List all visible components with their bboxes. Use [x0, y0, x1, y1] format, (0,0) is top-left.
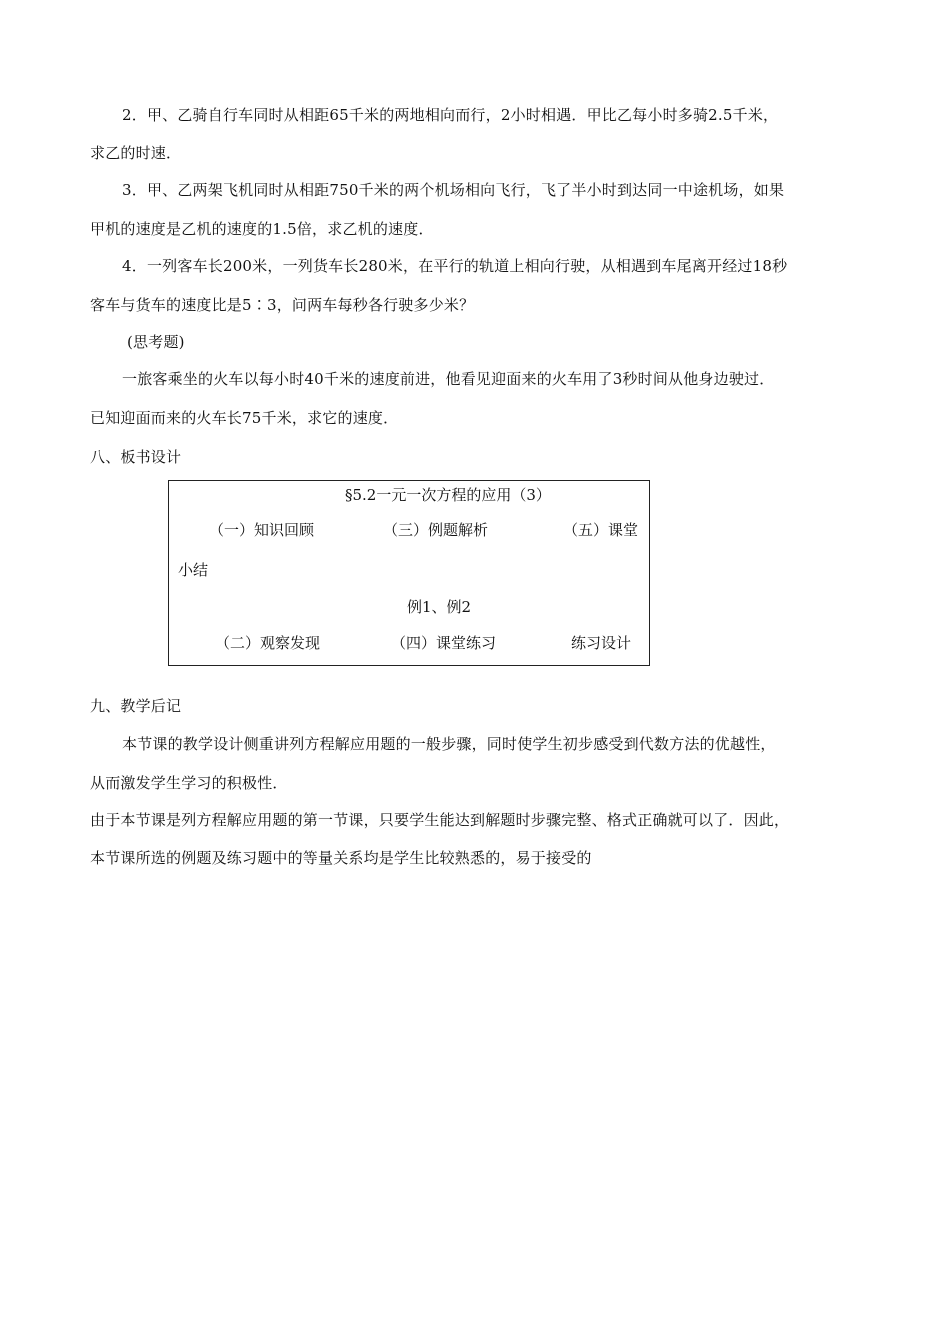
thinking-line-1: 一旅客乘坐的火车以每小时40千米的速度前进，他看见迎面来的火车用了3秒时间从他身边驶过． — [122, 370, 775, 388]
thinking-line-2: 已知迎面而来的火车长75千米，求它的速度． — [90, 409, 399, 427]
thinking-label: (思考题) — [127, 333, 185, 351]
problem-3-line-1: 3．甲、乙两架飞机同时从相距750千米的两个机场相向飞行，飞了半小时到达同一中途机场，如果 — [122, 181, 785, 199]
board-title: §5.2一元一次方程的应用（3） — [345, 486, 551, 504]
afterword-para-1-line-2: 从而激发学生学习的积极性． — [90, 774, 288, 792]
afterword-para-2-line-1: 由于本节课是列方程解应用题的第一节课，只要学生能达到解题时步骤完整、格式正确就可以了．因此， — [90, 811, 790, 829]
board-item-2: （二）观察发现 — [215, 634, 321, 652]
problem-3-line-2: 甲机的速度是乙机的速度的1.5倍，求乙机的速度． — [90, 220, 434, 238]
section-8-heading: 八、板书设计 — [90, 448, 182, 466]
board-item-5a: （五）课堂 — [563, 521, 639, 539]
problem-2-line-1: 2．甲、乙骑自行车同时从相距65千米的两地相向而行，2小时相遇．甲比乙每小时多骑2.5千米， — [122, 106, 779, 124]
board-item-4: （四）课堂练习 — [391, 634, 497, 652]
afterword-para-1-line-1: 本节课的教学设计侧重讲列方程解应用题的一般步骤，同时使学生初步感受到代数方法的优越性， — [122, 735, 776, 753]
problem-4-line-2: 客车与货车的速度比是5∶3，问两车每秒各行驶多少米？ — [90, 296, 475, 314]
board-item-1: （一）知识回顾 — [209, 521, 315, 539]
board-design-box — [168, 480, 650, 666]
board-practice: 练习设计 — [571, 634, 632, 652]
afterword-para-2-line-2: 本节课所选的例题及练习题中的等量关系均是学生比较熟悉的，易于接受的 — [90, 849, 592, 867]
board-examples: 例1、例2 — [407, 598, 472, 616]
problem-2-line-2: 求乙的时速． — [90, 144, 182, 162]
problem-4-line-1: 4．一列客车长200米，一列货车长280米，在平行的轨道上相向行驶，从相遇到车尾离开经过18秒 — [122, 257, 788, 275]
board-item-5b: 小结 — [178, 561, 209, 579]
board-item-3: （三）例题解析 — [383, 521, 489, 539]
section-9-heading: 九、教学后记 — [90, 697, 182, 715]
